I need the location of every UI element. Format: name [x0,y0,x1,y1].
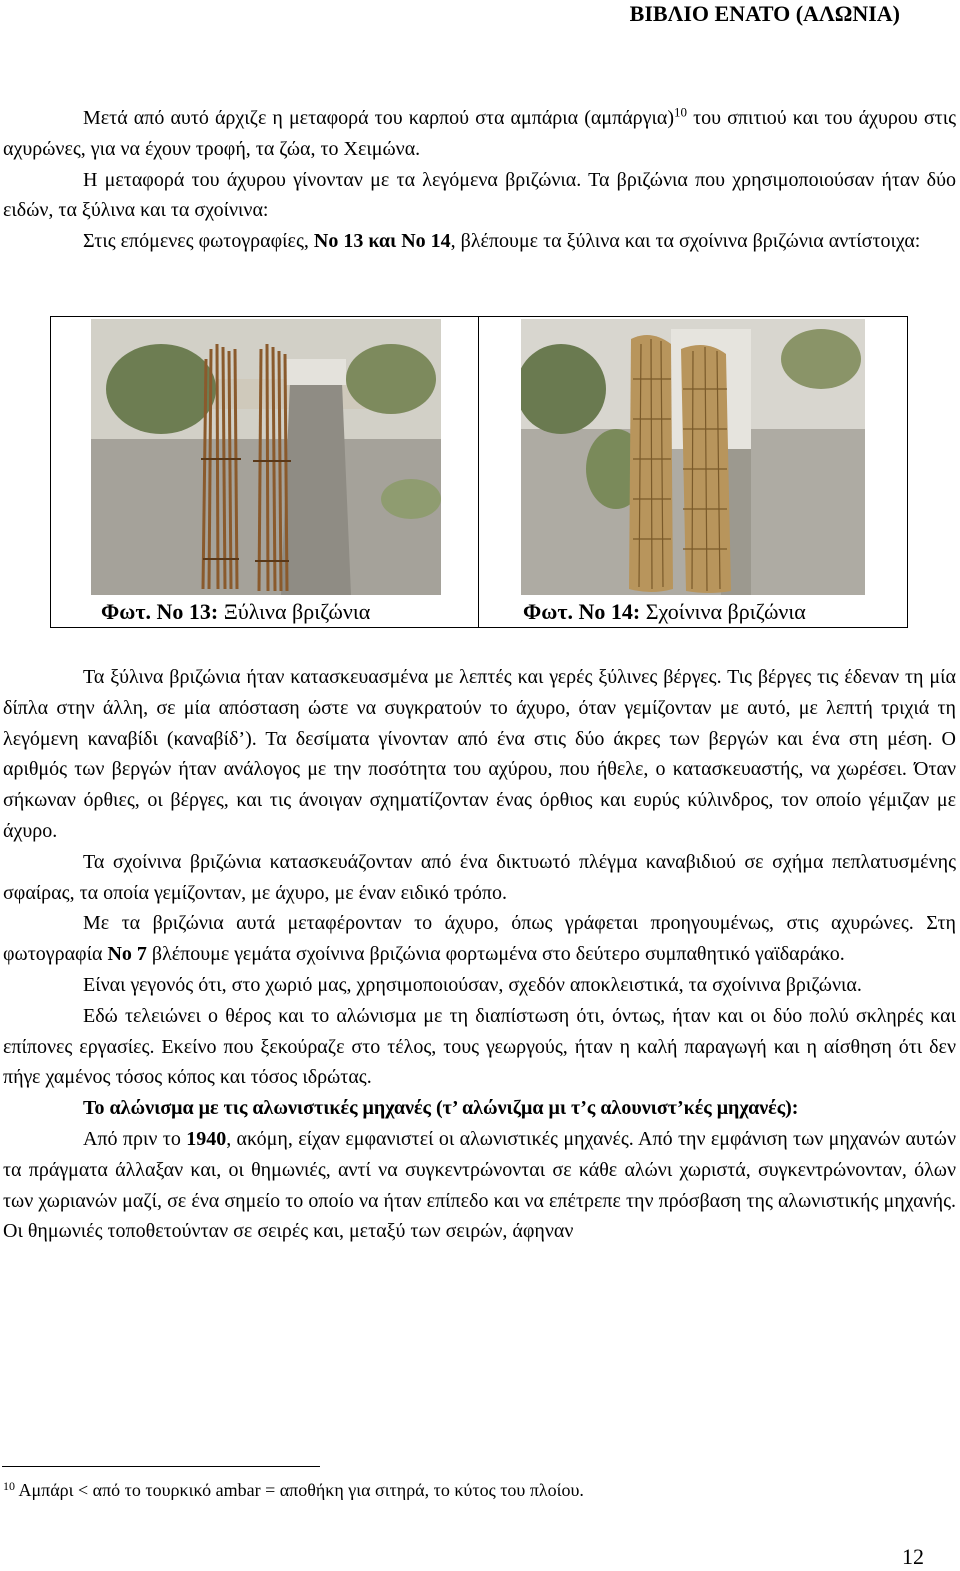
paragraph: Είναι γεγονός ότι, στο χωριό μας, χρησιμοποιούσαν, σχεδόν αποκλειστικά, τα σχοίνινα βριζώνια. [83,973,862,996]
photo-caption-13: Φωτ. Νο 13: Ξύλινα βριζώνια [101,599,371,624]
wooden-vrizonia-photo [91,319,441,595]
page-header: ΒΙΒΛΙΟ ΕΝΑΤΟ (ΑΛΩΝΙΑ) [629,1,900,26]
page-number: 12 [902,1544,924,1569]
footnote-number: 10 [3,1479,15,1493]
figure-cell-14 [479,317,907,627]
figure-cell-13 [51,317,479,627]
paragraph: Με τα βριζώνια αυτά μεταφέρονταν το άχυρο, όπως γράφεται προηγουμένως, στις αχυρώνες. Στη φωτογραφία Νο 7 βλέπουμε γεμάτα σχοίνινα βριζώνια φορτωμένα στο δεύτερο συμπαθητικό γαϊδαράκο. [3,912,956,966]
paragraph: Η μεταφορά του άχυρου γίνονταν με τα λεγόμενα βριζώνια. Τα βριζώνια που χρησιμοποιούσαν ήταν δύο ειδών, τα ξύλινα και τα σχοίνινα: [3,168,956,222]
intro-text [3,103,956,257]
paragraph: Τα σχοίνινα βριζώνια κατασκευάζονταν από ένα δικτυωτό πλέγμα καναβιδιού σε σχήμα πεπλατυσμένης σφαίρας, τα οποία γεμίζονταν, με άχυρο, με έναν ειδικό τρόπο. [3,850,956,904]
paragraph: Μετά από αυτό άρχιζε η μεταφορά του καρπού στα αμπάρια (αμπάργια)$^{10}$ του σπιτιού και του άχυρου στις αχυρώνες, για να έχουν τροφή, τα ζώα, το Χειμώνα. [3,104,956,160]
paragraph: Εδώ τελειώνει ο θέρος και το αλώνισμα με τη διαπίστωση ότι, όντως, ήταν και οι δύο πολύ σκληρές και επίπονες εργασίες. Εκείνο που ξεκούραζε στο τέλος, τους γεωργούς, ήταν η καλή παραγωγή και η αίσθηση ότι δεν πήγε χαμένος τόσος κόπος και τόσος ιδρώτας. [3,1004,956,1089]
footnote-ref[interactable]: 10 [674,104,688,120]
paragraph: Τα ξύλινα βριζώνια ήταν κατασκευασμένα με λεπτές και γερές ξύλινες βέργες. Τις βέργες τις έδεναν τη μία δίπλα στην άλλη, σε μία απόσταση ώστε να συγκρατούν το άχυρο, όταν γεμίζονταν με αυτό, με λεπτή τριχιά τη λεγόμενη καναβίδι (καναβίδ’). Τα δεσίματα γίνονταν από ένα στις δύο άκρες των βεργών και ένα στη μέση. Ο αριθμός των βεργών ήταν ανάλογος με την ποσότητα του αχύρου, που ήθελε, ο κατασκευαστής, να χωρέσει. Όταν σήκωναν όρθιες, οι βέργες, και τις άνοιγαν σχηματίζονταν ένας όρθιος και ευρύς κύλινδρος, τον οποίο γέμιζαν με άχυρο. [3,666,956,842]
photo-caption-14: Φωτ. Νο 14: Σχοίνινα βριζώνια [523,599,806,624]
paragraph: Στις επόμενες φωτογραφίες, Νο 13 και Νο 14, βλέπουμε τα ξύλινα και τα σχοίνινα βριζώνια αντίστοιχα: [83,230,921,253]
section-heading: Το αλώνισμα με τις αλωνιστικές μηχανές (τ’ αλώνιζμα μι τ’ς αλουνιστ’κές μηχανές): [83,1097,799,1120]
body-text [3,662,956,1247]
photo-figure-table [50,316,908,628]
paragraph: Από πριν το 1940, ακόμη, είχαν εμφανιστεί οι αλωνιστικές μηχανές. Από την εμφάνιση των μηχανών αυτών τα πράγματα άλλαξαν και, οι θημωνιές, αντί να συγκεντρώνονται σε κάθε αλώνι χωριστά, συγκεντρώνονταν, όλων των χωριανών μαζί, σε ένα σημείο το οποίο να ήταν επίπεδο και να επέτρεπε την πρόσβαση της αλωνιστικής μηχανής. Οι θημωνιές τοποθετούνταν σε σειρές και, μεταξύ των σειρών, άφηναν [3,1127,956,1243]
rope-vrizonia-photo [521,319,865,595]
footnote-separator [2,1466,320,1467]
footnote: $^{10}$ Αμπάρι < από το τουρκικό ambar = αποθήκη για σιτηρά, το κύτος του πλοίου. [3,1479,584,1500]
